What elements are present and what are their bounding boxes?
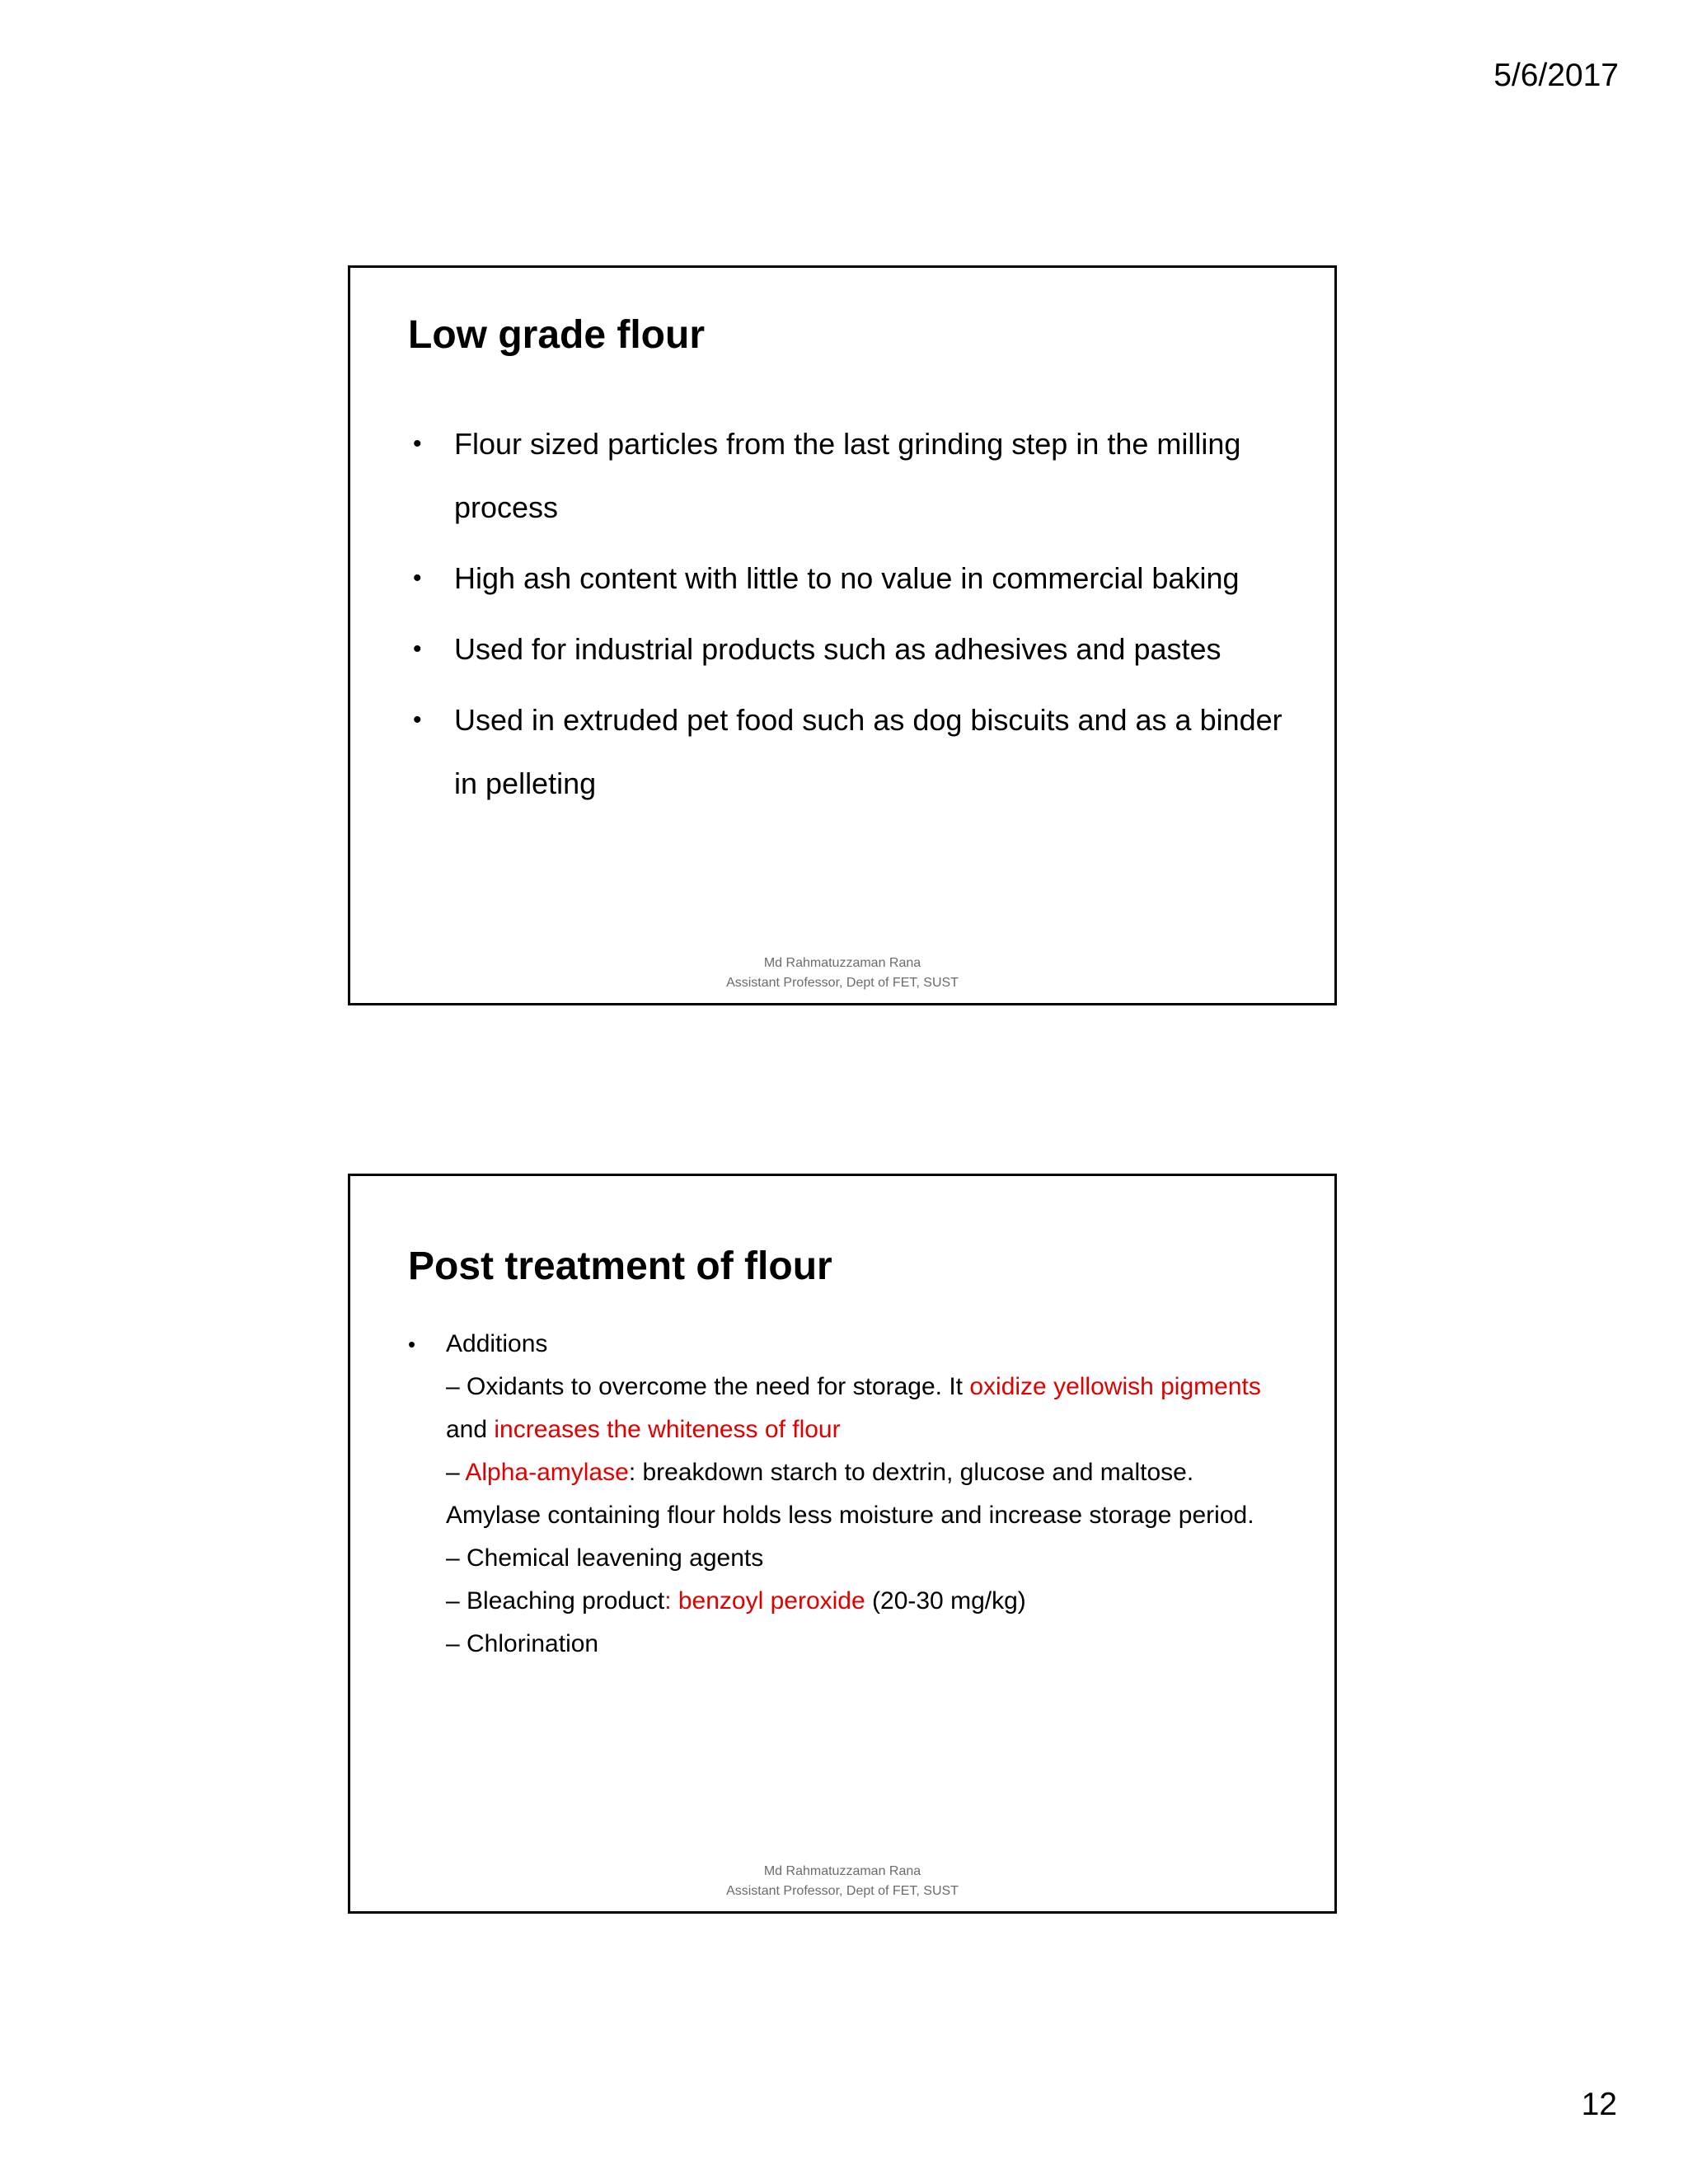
bullet-text: Additions [446, 1330, 548, 1357]
bullet-item [408, 546, 1285, 610]
bullet-text: Used in extruded pet food such as dog biscuits and as a binder in pelleting [454, 703, 1282, 800]
bullet-icon: • [413, 565, 422, 592]
bullet-item [408, 617, 1285, 681]
text-span: – Oxidants to overcome the need for storage. It [446, 1373, 970, 1400]
text-span: (20-30 mg/kg) [865, 1587, 1026, 1615]
highlight-text: oxidize yellowish pigments [969, 1373, 1261, 1400]
footer-affiliation: Assistant Professor, Dept of FET, SUST [726, 1884, 959, 1898]
bullet-list [408, 412, 1285, 823]
highlight-text: : benzoyl peroxide [664, 1587, 865, 1615]
text-span: : breakdown starch to dextrin, glucose and maltose. [628, 1459, 1194, 1486]
bullet-text: Used for industrial products such as adhesives and pastes [454, 632, 1221, 666]
slide-footer [350, 954, 1334, 993]
slide-low-grade-flour [348, 265, 1337, 1005]
bullet-icon: • [413, 430, 422, 457]
page-number: 12 [1581, 2087, 1617, 2122]
bullet-text: High ash content with little to no value in commercial baking [454, 561, 1240, 595]
footer-author: Md Rahmatuzzaman Rana [763, 1864, 921, 1878]
slide-title: Low grade flour [408, 313, 705, 357]
slide-post-treatment [348, 1174, 1337, 1914]
highlight-text: Alpha-amylase [465, 1459, 629, 1486]
text-span: Amylase containing flour holds less moisture and increase storage period. [446, 1502, 1254, 1529]
bullet-list [408, 1323, 1285, 1666]
text-span: – Bleaching product [446, 1587, 665, 1615]
sub-item-chlorination: – Chlorination [446, 1630, 599, 1657]
footer-affiliation: Assistant Professor, Dept of FET, SUST [726, 976, 959, 990]
bullet-item [408, 688, 1285, 815]
bullet-item [408, 1323, 1285, 1366]
highlight-text: increases the whiteness of flour [494, 1416, 841, 1443]
bullet-icon: • [413, 706, 422, 733]
text-span: – [446, 1459, 466, 1486]
page-date: 5/6/2017 [1493, 58, 1619, 93]
bullet-icon: • [413, 635, 422, 663]
bullet-item [408, 412, 1285, 539]
text-span: and [446, 1416, 495, 1443]
sub-item-oxidants [408, 1366, 1285, 1451]
footer-author: Md Rahmatuzzaman Rana [763, 956, 921, 970]
sub-item-bleaching [408, 1580, 1285, 1623]
sub-item-amylase [408, 1451, 1285, 1537]
slide-footer [350, 1862, 1334, 1901]
sub-item-leavening: – Chemical leavening agents [446, 1544, 764, 1572]
bullet-text: Flour sized particles from the last grinding step in the milling process [454, 427, 1241, 524]
bullet-icon: • [408, 1332, 416, 1357]
slide-title: Post treatment of flour [408, 1244, 832, 1288]
